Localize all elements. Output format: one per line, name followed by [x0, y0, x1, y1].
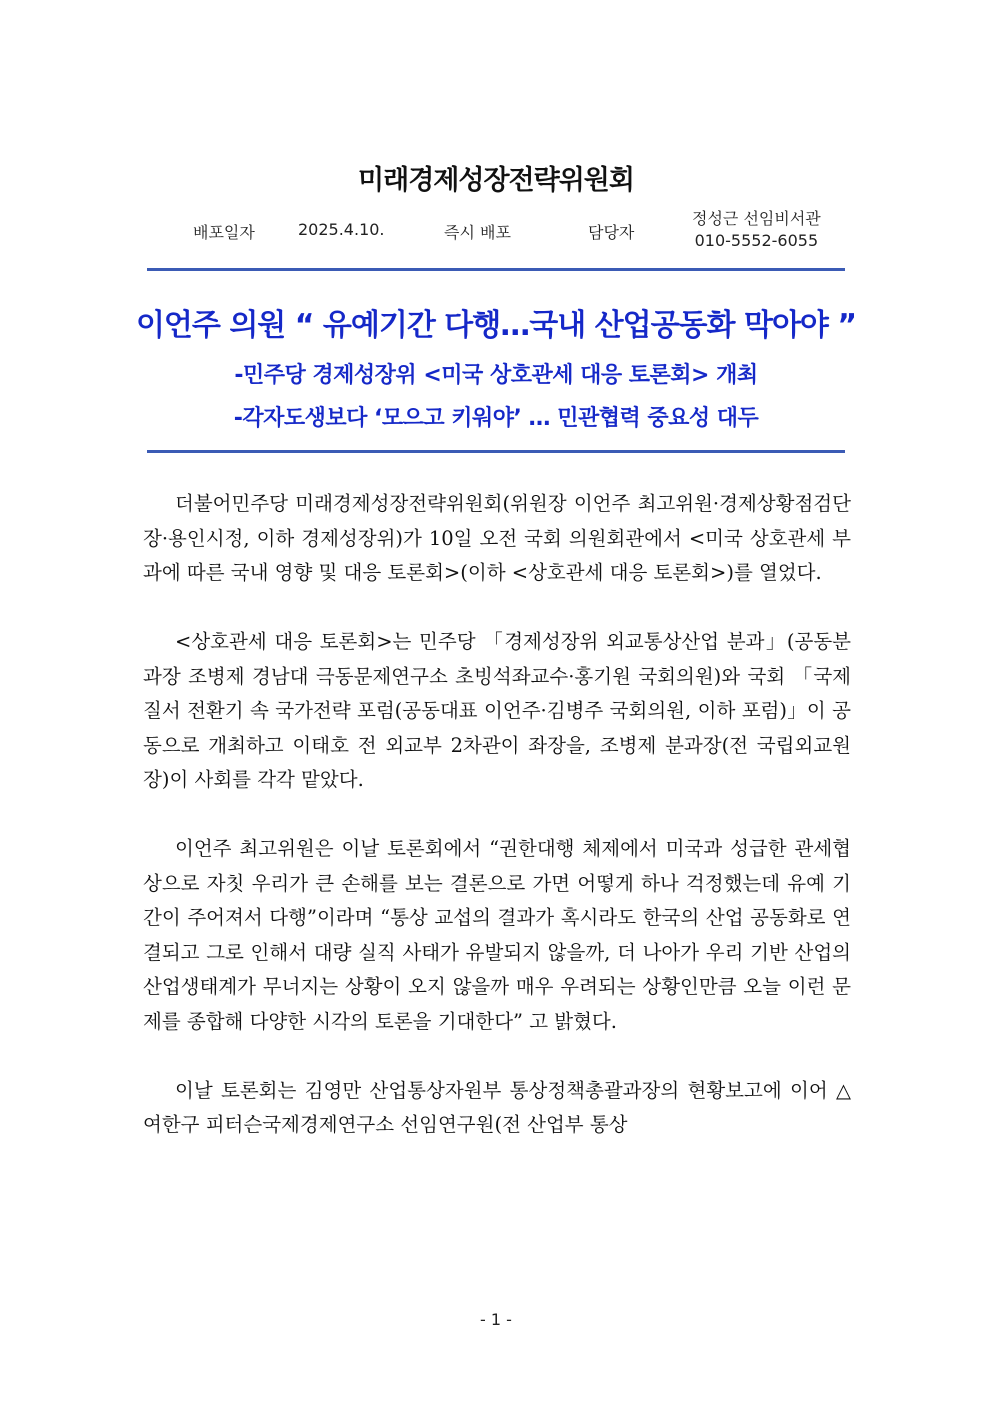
- contact-name: 정성근 선임비서관: [692, 209, 821, 228]
- org-title: 미래경제성장전략위원회: [358, 165, 634, 196]
- press-release-body: [143, 487, 851, 1177]
- paragraph-4: 이날 토론회는 김영만 산업통상자원부 통상정책총괄과장의 현황보고에 이어 △여한구 피터슨국제경제연구소 선임연구원(전 산업부 통상: [143, 1078, 851, 1136]
- top-divider: [147, 268, 845, 271]
- paragraph-2: <상호관세 대응 토론회>는 민주당 「경제성장위 외교통상산업 분과」(공동분과장 조병제 경남대 극동문제연구소 초빙석좌교수·홍기원 국회의원)와 국회 「국제질서 전환기 속 국가전략 포럼(공동대표 이언주·김병주 국회의원, 이하 포럼)」이 공동으로 개최하고 이태호 전 외교부 2차관이 좌장을, 조병제 분과장(전 국립외교원장)이 사회를 각각 맡았다.: [143, 630, 852, 791]
- page-number: - 1 -: [480, 1310, 512, 1329]
- paragraph-3: 이언주 최고위원은 이날 토론회에서 “권한대행 체제에서 미국과 성급한 관세협상으로 자칫 우리가 큰 손해를 보는 결론으로 가면 어떻게 하나 걱정했는데 유예 기간이 주어져서 다행”이라며 “통상 교섭의 결과가 혹시라도 한국의 산업 공동화로 연결되고 그로 인해서 대량 실직 사태가 유발되지 않을까, 더 나아가 우리 기반 산업의 산업생태계가 무너지는 상황이 오지 않을까 매우 우려되는 상황인만큼 오늘 이런 문제를 종합해 다양한 시각의 토론을 기대한다” 고 밝혔다.: [143, 837, 851, 1033]
- subhead-1: -민주당 경제성장위 <미국 상호관세 대응 토론회> 개최: [234, 363, 758, 388]
- release-date: 2025.4.10.: [298, 220, 385, 239]
- bottom-divider: [147, 450, 845, 453]
- release-info-row: [0, 208, 992, 256]
- contact-label: 담당자: [588, 223, 635, 242]
- contact-phone: 010-5552-6055: [694, 231, 819, 250]
- release-date-label: 배포일자: [193, 223, 255, 242]
- headline: 이언주 의원 “ 유예기간 다행…국내 산업공동화 막아야 ”: [135, 308, 857, 343]
- subhead-2: -각자도생보다 ‘모으고 키워야’ … 민관협력 중요성 대두: [233, 406, 759, 431]
- contact-info: [692, 208, 821, 252]
- paragraph-1: 더불어민주당 미래경제성장전략위원회(위원장 이언주 최고위원·경제상황점검단장·용인시정, 이하 경제성장위)가 10일 오전 국회 의원회관에서 <미국 상호관세 부과에 따른 국내 영향 및 대응 토론회>(이하 <상호관세 대응 토론회>)를 열었다.: [143, 492, 851, 584]
- embargo-notice: 즉시 배포: [444, 223, 511, 242]
